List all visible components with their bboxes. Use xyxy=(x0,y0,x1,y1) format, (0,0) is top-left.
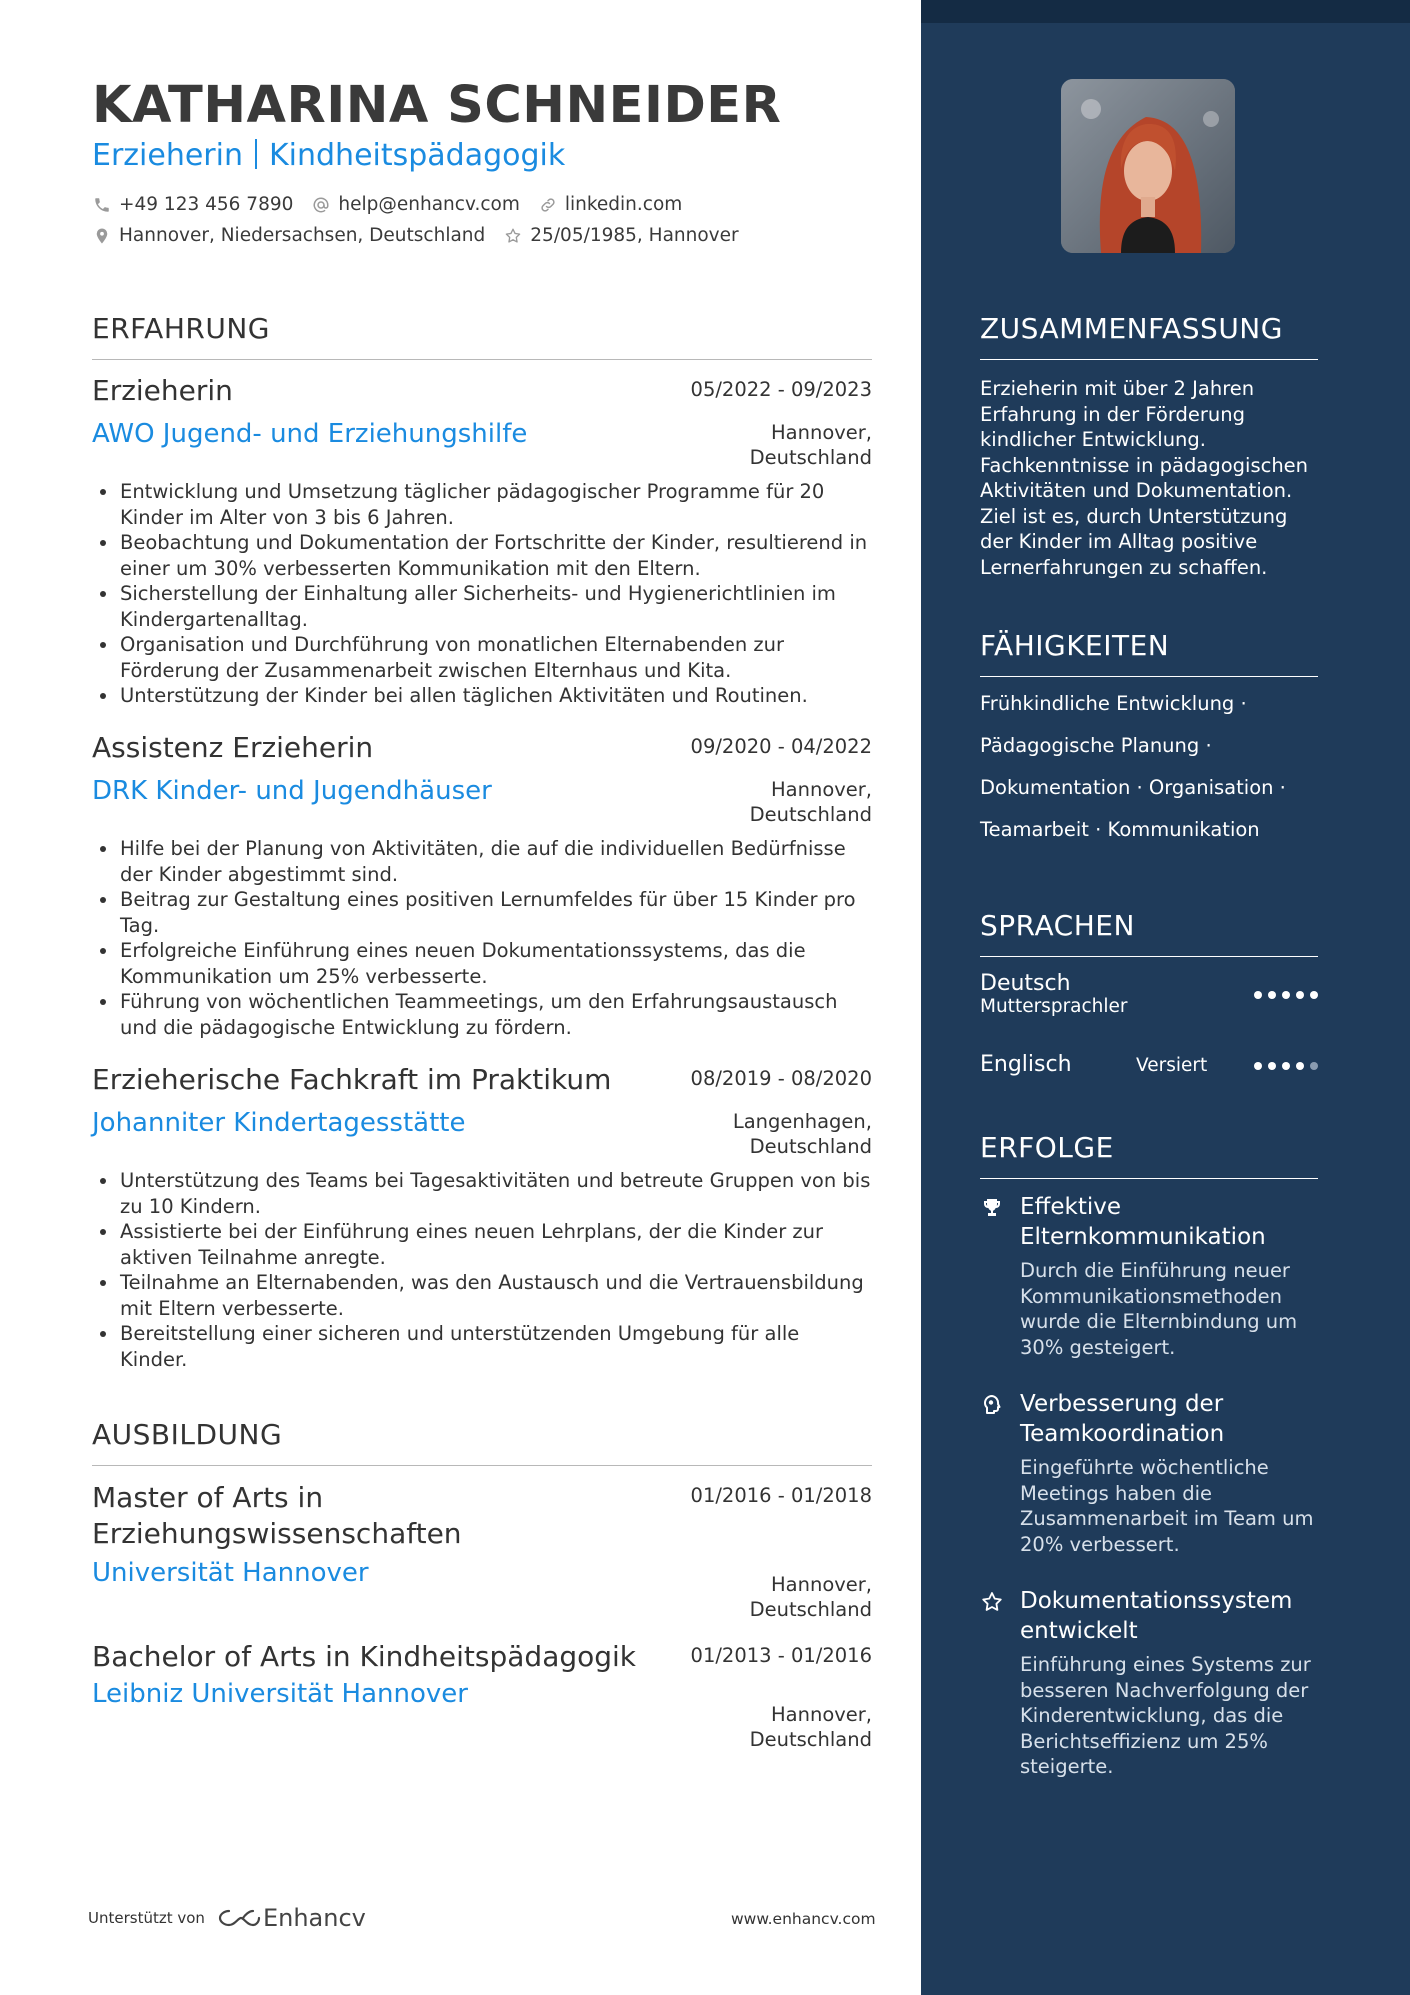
candidate-name: KATHARINA SCHNEIDER xyxy=(92,76,782,135)
sidebar-top-bar xyxy=(921,0,1410,23)
school-location-country: Deutschland xyxy=(749,1598,872,1621)
job-title: Erzieherin xyxy=(92,374,233,407)
job-company: Johanniter Kindertagesstätte xyxy=(92,1108,466,1138)
job-entry xyxy=(92,374,872,709)
education-entry xyxy=(92,1480,872,1621)
contact-email[interactable] xyxy=(311,194,519,215)
location-pin-icon xyxy=(92,226,112,246)
contact-phone xyxy=(92,194,293,215)
bullet-item: Beitrag zur Gestaltung eines positiven Lernumfeldes für über 15 Kinder pro Tag. xyxy=(92,887,872,938)
profile-photo xyxy=(1061,79,1235,253)
bullet-item: Unterstützung des Teams bei Tagesaktivitäten und betreute Gruppen von bis zu 10 Kindern. xyxy=(92,1168,872,1219)
rating-dot xyxy=(1296,991,1304,999)
summary-text: Erzieherin mit über 2 Jahren Erfahrung in der Förderung kindlicher Entwicklung. Fachkenntnisse in pädagogischen Aktivitäten und Dokumentation. Ziel ist es, durch Unterstützung der Kinder im Alltag positive Lernerfahrungen zu schaffen. xyxy=(980,377,1309,579)
contact-row-2 xyxy=(92,225,757,246)
achievement-entry xyxy=(980,1192,1320,1360)
rating-dot xyxy=(1310,991,1318,999)
achievements-heading: ERFOLGE xyxy=(980,1131,1318,1179)
language-entry xyxy=(980,1052,1318,1077)
summary-heading: ZUSAMMENFASSUNG xyxy=(980,312,1318,360)
degree-title: Bachelor of Arts in Kindheitspädagogik xyxy=(92,1640,637,1673)
job-bullets xyxy=(92,479,872,709)
school-name: Leibniz Universität Hannover xyxy=(92,1679,468,1709)
school-name: Universität Hannover xyxy=(92,1558,369,1588)
degree-title-line: Erziehungswissenschaften xyxy=(92,1517,462,1550)
contact-row-1 xyxy=(92,194,700,215)
bullet-item: Teilnahme an Elternabenden, was den Austausch und die Vertrauensbildung mit Eltern verbesserte. xyxy=(92,1270,872,1321)
link-icon xyxy=(538,195,558,215)
education-entry xyxy=(92,1640,872,1751)
job-company: DRK Kinder- und Jugendhäuser xyxy=(92,776,492,806)
skills-section xyxy=(980,629,1318,677)
skills-heading: FÄHIGKEITEN xyxy=(980,629,1318,677)
star-icon xyxy=(980,1590,1004,1614)
bullet-item: Organisation und Durchführung von monatlichen Elternabenden zur Förderung der Zusammenarbeit zwischen Elternhaus und Kita. xyxy=(92,632,872,683)
email-text: help@enhancv.com xyxy=(338,194,520,215)
skill-line: Pädagogische Planung · xyxy=(980,734,1212,757)
star-outline-icon xyxy=(503,226,523,246)
education-section xyxy=(92,1418,872,1466)
summary-section xyxy=(980,312,1318,360)
language-name: Deutsch xyxy=(980,971,1071,996)
rating-dot xyxy=(1254,991,1262,999)
language-name: Englisch xyxy=(980,1052,1072,1077)
candidate-title xyxy=(92,138,565,173)
rating-dot xyxy=(1296,1062,1304,1070)
title-role: Erzieherin xyxy=(92,138,243,173)
bullet-item: Beobachtung und Dokumentation der Fortschritte der Kinder, resultierend in einer um 30% verbesserten Kommunikation mit den Eltern. xyxy=(92,530,872,581)
job-location-city: Hannover, xyxy=(770,778,872,801)
footer-powered-by xyxy=(88,1904,366,1932)
job-bullets xyxy=(92,1168,872,1372)
experience-section xyxy=(92,312,872,360)
job-date: 08/2019 - 08/2020 xyxy=(690,1067,872,1090)
languages-heading: SPRACHEN xyxy=(980,909,1318,957)
rating-dot xyxy=(1282,991,1290,999)
at-icon xyxy=(311,195,331,215)
rating-dot-empty xyxy=(1310,1062,1318,1070)
job-date: 09/2020 - 04/2022 xyxy=(690,735,872,758)
achievement-entry xyxy=(980,1389,1320,1557)
rating-dot xyxy=(1282,1062,1290,1070)
job-location-country: Deutschland xyxy=(749,803,872,826)
head-icon xyxy=(980,1393,1004,1417)
achievement-description: Einführung eines Systems zur besseren Nachverfolgung der Kinderentwicklung, das die Berichtseffizienz um 25% steigerte. xyxy=(1020,1653,1311,1778)
bullet-item: Hilfe bei der Planung von Aktivitäten, die auf die individuellen Bedürfnisse der Kinder abgestimmt sind. xyxy=(92,836,872,887)
bullet-item: Führung von wöchentlichen Teammeetings, um den Erfahrungsaustausch und die pädagogische Entwicklung zu fördern. xyxy=(92,989,872,1040)
languages-section xyxy=(980,909,1318,957)
job-entry xyxy=(92,1063,872,1372)
job-date: 05/2022 - 09/2023 xyxy=(690,378,872,401)
enhancv-logo-icon xyxy=(215,1905,263,1931)
language-level: Muttersprachler xyxy=(980,996,1128,1017)
achievement-description: Durch die Einführung neuer Kommunikationsmethoden wurde die Elternbindung um 30% gesteigert. xyxy=(1020,1259,1298,1359)
job-location xyxy=(750,777,872,827)
skill-line: Teamarbeit · Kommunikation xyxy=(980,818,1260,841)
powered-text: Unterstützt von xyxy=(88,1909,205,1927)
birth-text: 25/05/1985, Hannover xyxy=(530,225,739,246)
footer-url[interactable]: www.enhancv.com xyxy=(731,1910,876,1928)
language-rating xyxy=(1254,1062,1318,1070)
achievement-title: Effektive Elternkommunikation xyxy=(1020,1194,1266,1250)
achievements-section xyxy=(980,1131,1318,1179)
experience-heading: ERFAHRUNG xyxy=(92,312,872,360)
profile-photo-image xyxy=(1061,79,1235,253)
school-location xyxy=(750,1702,872,1752)
job-location xyxy=(733,1109,872,1159)
achievement-description: Eingeführte wöchentliche Meetings haben die Zusammenarbeit im Team um 20% verbessert. xyxy=(1020,1456,1314,1556)
bullet-item: Sicherstellung der Einhaltung aller Sicherheits- und Hygienerichtlinien im Kindergartenalltag. xyxy=(92,581,872,632)
job-location-city: Langenhagen, xyxy=(732,1110,872,1133)
bullet-item: Erfolgreiche Einführung eines neuen Dokumentationssystems, das die Kommunikation um 25% verbesserte. xyxy=(92,938,872,989)
school-location-country: Deutschland xyxy=(749,1728,872,1751)
achievement-entry xyxy=(980,1586,1320,1780)
job-location xyxy=(750,420,872,470)
language-rating xyxy=(1254,991,1318,999)
contact-linkedin[interactable] xyxy=(538,194,682,215)
job-bullets xyxy=(92,836,872,1040)
degree-date: 01/2016 - 01/2018 xyxy=(690,1484,872,1507)
rating-dot xyxy=(1268,991,1276,999)
school-location xyxy=(750,1572,872,1622)
bullet-item: Entwicklung und Umsetzung täglicher pädagogischer Programme für 20 Kinder im Alter von 3 bis 6 Jahren. xyxy=(92,479,872,530)
job-location-city: Hannover, xyxy=(770,421,872,444)
achievement-title: Verbesserung der Teamkoordination xyxy=(1020,1391,1225,1447)
education-heading: AUSBILDUNG xyxy=(92,1418,872,1466)
job-title: Assistenz Erzieherin xyxy=(92,731,374,764)
rating-dot xyxy=(1268,1062,1276,1070)
title-field: Kindheitspädagogik xyxy=(268,138,566,173)
job-location-country: Deutschland xyxy=(749,446,872,469)
enhancv-logo[interactable] xyxy=(215,1904,366,1932)
job-entry xyxy=(92,731,872,1040)
location-text: Hannover, Niedersachsen, Deutschland xyxy=(119,225,486,246)
title-separator xyxy=(255,139,257,169)
skill-line: Frühkindliche Entwicklung · xyxy=(980,692,1247,715)
achievement-title: Dokumentationssystem entwickelt xyxy=(1020,1588,1293,1644)
language-level: Versiert xyxy=(1136,1055,1208,1076)
enhancv-brand-text: Enhancv xyxy=(262,1904,366,1932)
trophy-icon xyxy=(980,1196,1004,1220)
job-location-country: Deutschland xyxy=(749,1135,872,1158)
linkedin-text: linkedin.com xyxy=(564,194,683,215)
skill-line: Dokumentation · Organisation · xyxy=(980,776,1286,799)
job-company: AWO Jugend- und Erziehungshilfe xyxy=(92,419,528,449)
school-location-city: Hannover, xyxy=(770,1703,872,1726)
language-entry xyxy=(980,971,1318,1017)
contact-birth xyxy=(503,225,738,246)
bullet-item: Assistierte bei der Einführung eines neuen Lehrplans, der die Kinder zur aktiven Teilnahme anregte. xyxy=(92,1219,872,1270)
rating-dot xyxy=(1254,1062,1262,1070)
bullet-item: Bereitstellung einer sicheren und unterstützenden Umgebung für alle Kinder. xyxy=(92,1321,872,1372)
phone-icon xyxy=(92,195,112,215)
school-location-city: Hannover, xyxy=(770,1573,872,1596)
bullet-item: Unterstützung der Kinder bei allen täglichen Aktivitäten und Routinen. xyxy=(92,683,872,709)
contact-location xyxy=(92,225,485,246)
degree-date: 01/2013 - 01/2016 xyxy=(690,1644,872,1667)
degree-title-line: Master of Arts in xyxy=(92,1481,324,1514)
job-title: Erzieherische Fachkraft im Praktikum xyxy=(92,1063,612,1096)
phone-text: +49 123 456 7890 xyxy=(119,194,294,215)
